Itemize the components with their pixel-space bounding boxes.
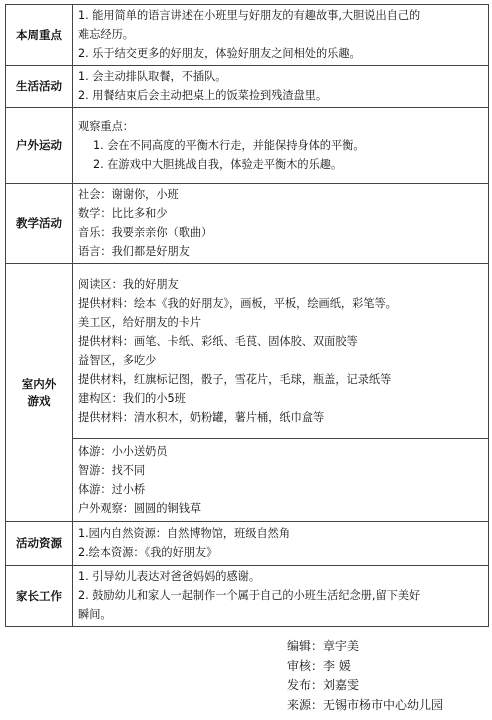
text-line: 1. 引导幼儿表达对爸爸妈妈的感谢。 — [78, 570, 261, 583]
text-line: 2. 鼓励幼儿和家人一起制作一个属于自己的小班生活纪念册,留下美好 — [78, 589, 421, 602]
text-line: 阅读区：我的好朋友 — [78, 277, 179, 291]
text-line: 智游：找不同 — [78, 463, 146, 477]
text-line: 1. 会在不同高度的平衡木行走，并能保持身体的平衡。 — [93, 138, 365, 152]
content-activity-resources — [73, 522, 489, 566]
content-outdoor-sport — [73, 108, 489, 184]
label-teaching-activity: 教学活动 — [6, 184, 73, 264]
row-life-activity — [6, 66, 489, 108]
label-life-activity: 生活活动 — [6, 66, 73, 108]
row-teaching-activity — [6, 184, 489, 264]
content-teaching-activity — [73, 184, 489, 264]
text-line: 美工区，给好朋友的卡片 — [78, 315, 202, 329]
credit-publisher: 发布：刘嘉雯 — [287, 678, 360, 692]
row-activity-resources — [6, 522, 489, 566]
text-line: 语言：我们都是好朋友 — [78, 245, 190, 258]
row-parent-work — [6, 566, 489, 627]
credit-reviewer: 审核：李 媛 — [287, 658, 351, 673]
content-indoor-games — [73, 264, 489, 439]
label-activity-resources: 活动资源 — [6, 522, 73, 566]
text-line: 户外观察：圆圆的铜钱草 — [78, 501, 202, 515]
text-line: 提供材料：清水积木，奶粉罐，薯片桶，纸巾盒等 — [78, 410, 325, 424]
text-line: 1.园内自然资源：自然博物馆，班级自然角 — [78, 527, 291, 540]
text-line: 数学：比比多和少 — [78, 207, 168, 220]
text-line: 体游：小小送奶员 — [78, 444, 168, 458]
text-line: 1. 会主动排队取餐，不插队。 — [78, 70, 227, 83]
credits-footer — [287, 637, 443, 715]
text-line: 体游：过小桥 — [78, 482, 146, 496]
content-parent-work — [73, 566, 489, 627]
label-games-line2: 游戏 — [27, 393, 51, 408]
text-line: 难忘经历。 — [78, 28, 134, 41]
text-line: 提供材料：绘本《我的好朋友》，画板，平板，绘画纸，彩笔等。 — [78, 296, 397, 310]
label-outdoor-sport: 户外运动 — [6, 108, 73, 184]
label-games-line1: 室内外 — [21, 376, 57, 391]
content-outdoor-games — [73, 439, 489, 522]
text-line: 2.绘本资源：《我的好朋友》 — [78, 546, 218, 559]
credit-source: 来源：无锡市杨市中心幼儿园 — [287, 697, 444, 712]
text-line: 1. 能用简单的语言讲述在小班里与好朋友的有趣故事,大胆说出自己的 — [78, 9, 421, 22]
text-line: 音乐：我要亲亲你（歌曲） — [78, 226, 213, 239]
row-weekly-focus — [6, 5, 489, 66]
weekly-plan-table — [5, 4, 489, 627]
content-weekly-focus — [73, 5, 489, 66]
text-line: 瞬间。 — [78, 608, 112, 621]
credit-editor: 编辑：章宇美 — [287, 639, 360, 653]
text-line: 益智区，多吃少 — [78, 353, 157, 367]
text-line: 观察重点： — [78, 119, 134, 133]
text-line: 2. 乐于结交更多的好朋友，体验好朋友之间相处的乐趣。 — [78, 47, 361, 60]
text-line: 2. 用餐结束后会主动把桌上的饭菜捡到残渣盘里。 — [78, 89, 328, 102]
text-line: 提供材料：画笔、卡纸、彩纸、毛茛、固体胶、双面胶等 — [78, 334, 358, 348]
row-indoor-games — [6, 264, 489, 439]
text-line: 社会：谢谢你，小班 — [78, 188, 179, 201]
label-weekly-focus: 本周重点 — [6, 5, 73, 66]
row-outdoor-sport — [6, 108, 489, 184]
label-parent-work: 家长工作 — [6, 566, 73, 627]
text-line: 2. 在游戏中大胆挑战自我，体验走平衡木的乐趣。 — [93, 157, 343, 171]
text-line: 提供材料，红旗标记图，骰子，雪花片，毛球，瓶盖，记录纸等 — [78, 372, 392, 386]
row-outdoor-games — [6, 439, 489, 522]
label-games — [6, 264, 73, 522]
content-life-activity — [73, 66, 489, 108]
text-line: 建构区：我们的小5班 — [78, 391, 186, 405]
